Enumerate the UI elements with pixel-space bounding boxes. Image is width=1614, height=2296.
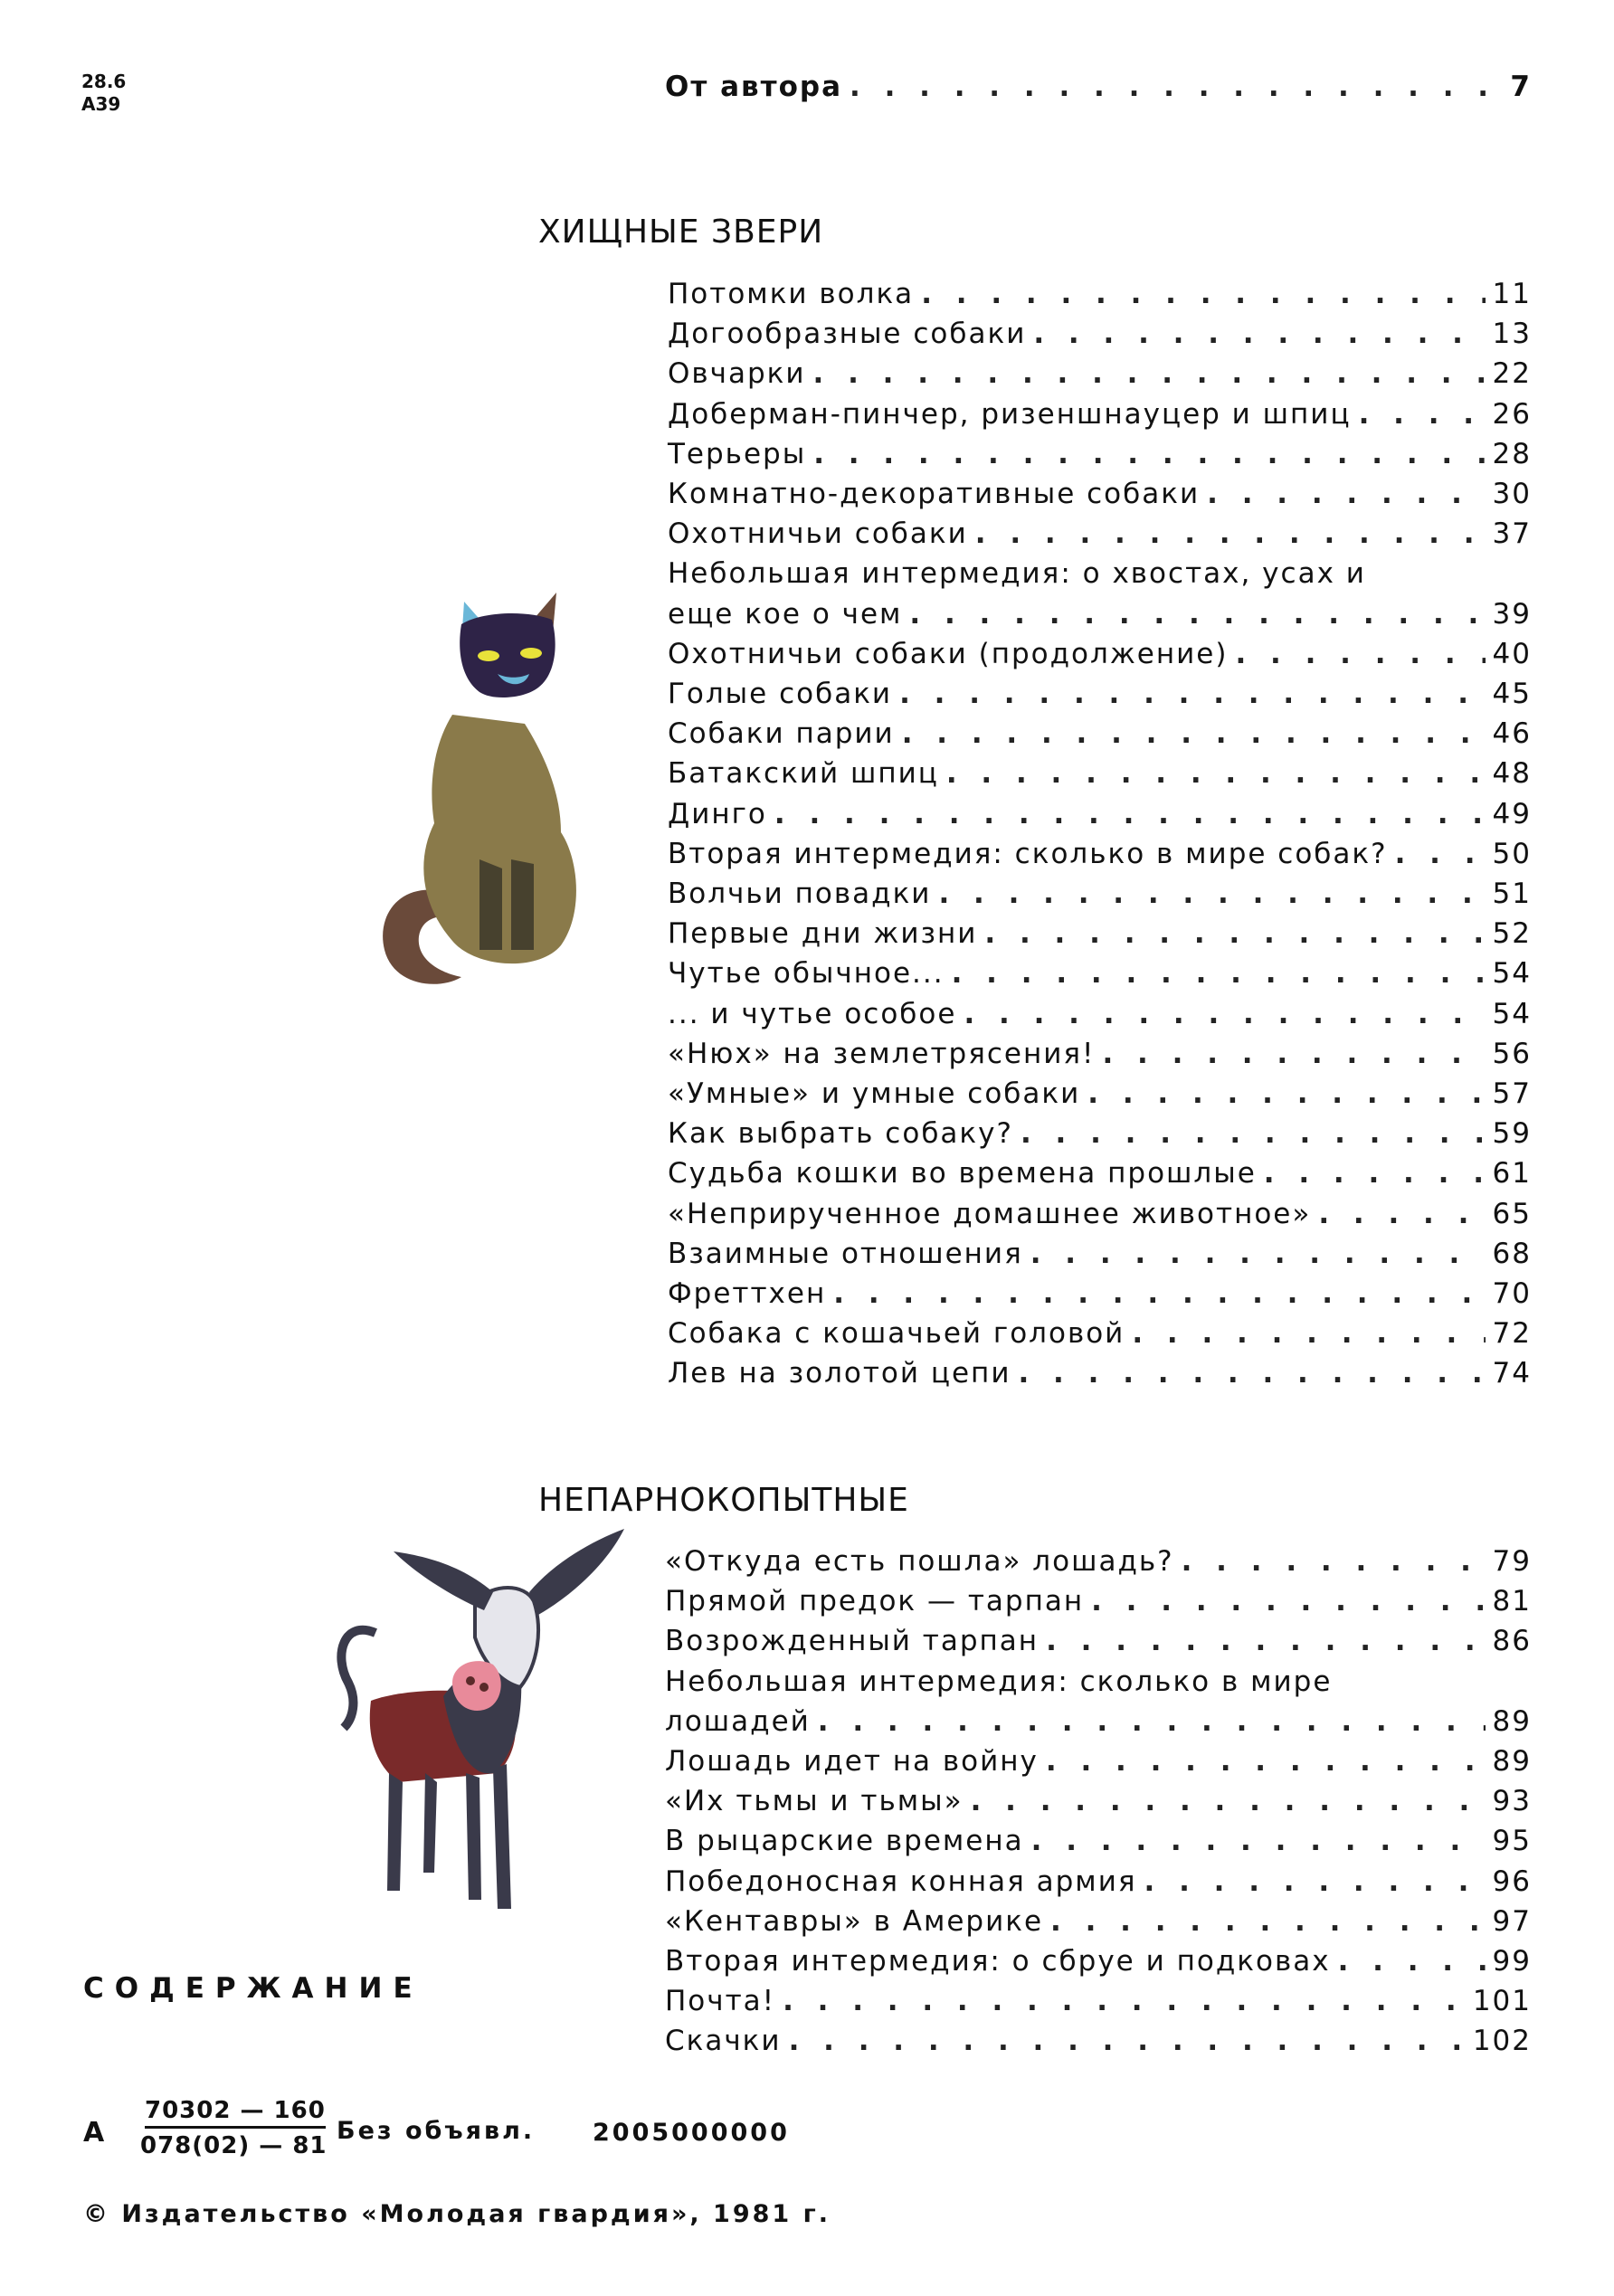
toc-leader xyxy=(938,878,1485,910)
toc-entry[interactable] xyxy=(668,278,1532,318)
donkey-ear-right xyxy=(529,1529,624,1615)
toc-entry-title: Овчарки xyxy=(668,357,806,391)
toc-entry-page: 56 xyxy=(1492,1037,1532,1070)
toc-entry[interactable] xyxy=(668,678,1532,717)
toc-entry-title: «Их тьмы и тьмы» xyxy=(665,1785,964,1818)
toc-entry-title: Победоносная конная армия xyxy=(665,1864,1137,1898)
toc-entry-title: «Нюх» на землетрясения! xyxy=(668,1037,1096,1070)
toc-entry-title: Вторая интермедия: сколько в мире собак? xyxy=(668,837,1388,870)
toc-entry-page: 99 xyxy=(1492,1945,1532,1978)
toc-leader xyxy=(902,717,1486,750)
toc-entry[interactable] xyxy=(668,638,1532,678)
toc-entry-page: 54 xyxy=(1492,957,1532,991)
toc-entry-title: Голые собаки xyxy=(668,678,893,710)
footer-note: Без объявл. xyxy=(337,2117,536,2145)
toc-entry-title: Небольшая интермедия: сколько в мире xyxy=(665,1665,1333,1698)
toc-entry-page: 89 xyxy=(1492,1745,1532,1778)
toc-leader xyxy=(1018,1357,1485,1390)
toc-entry-title: Судьба кошки во времена прошлые xyxy=(668,1157,1257,1191)
toc-leader xyxy=(1359,398,1486,431)
toc-entry-title: Первые дни жизни xyxy=(668,917,978,951)
toc-entry-title: Терьеры xyxy=(668,437,807,470)
cat-illustration xyxy=(366,588,615,1004)
toc-entry[interactable] xyxy=(665,1625,1532,1665)
footer-letter: А xyxy=(83,2117,108,2149)
toc-entry-title: Лев на золотой цепи xyxy=(668,1357,1011,1390)
toc-leader xyxy=(1207,478,1485,510)
toc-entry-title: «Откуда есть пошла» лошадь? xyxy=(665,1545,1174,1578)
toc-entry[interactable] xyxy=(668,357,1532,397)
toc-leader xyxy=(946,757,1486,790)
toc-entry-page: 57 xyxy=(1492,1077,1532,1110)
toc-entry-page: 7 xyxy=(1510,71,1532,103)
toc-entry-page: 61 xyxy=(1492,1157,1532,1191)
toc-entry[interactable] xyxy=(668,757,1532,797)
toc-entry-page: 81 xyxy=(1492,1585,1532,1618)
toc-entry-page: 102 xyxy=(1472,2025,1532,2058)
toc-leader xyxy=(818,1705,1486,1738)
toc-entry-title: лошадей xyxy=(665,1704,811,1738)
toc-entry-page: 70 xyxy=(1492,1277,1532,1310)
toc-entry[interactable] xyxy=(668,398,1532,438)
toc-leader xyxy=(1338,1945,1486,1978)
toc-entry[interactable] xyxy=(668,478,1532,517)
toc-entry-title: Взаимные отношения xyxy=(668,1237,1023,1270)
footer-denominator: 078(02) — 81 xyxy=(140,2132,328,2159)
cat-eye-right xyxy=(520,648,542,659)
toc-entry-page: 51 xyxy=(1492,878,1532,910)
toc-entry-title: В рыцарские времена xyxy=(665,1825,1024,1858)
donkey-nostril-2 xyxy=(479,1683,489,1692)
toc-entry-title: Охотничьи собаки xyxy=(668,517,968,551)
toc-entry[interactable] xyxy=(668,917,1532,957)
toc-entry-title: Комнатно-декоративные собаки xyxy=(668,478,1201,510)
toc-entry-page: 97 xyxy=(1492,1904,1532,1938)
toc-entry-page: 49 xyxy=(1492,797,1532,830)
catalog-code xyxy=(81,71,126,116)
toc-entry-page: 72 xyxy=(1492,1317,1532,1351)
toc-leader xyxy=(899,678,1485,710)
toc-entry[interactable] xyxy=(665,1785,1532,1825)
toc-entry-page: 68 xyxy=(1492,1237,1532,1270)
toc-leader xyxy=(1091,1585,1485,1618)
toc-leader xyxy=(850,71,1503,103)
toc-leader xyxy=(1132,1317,1485,1350)
toc-entry[interactable] xyxy=(665,1985,1532,2025)
toc-entry-page: 13 xyxy=(1492,318,1532,351)
toc-entry-page: 39 xyxy=(1492,597,1532,631)
toc-entry[interactable] xyxy=(665,1665,1532,1705)
toc-entry[interactable] xyxy=(668,1157,1532,1197)
toc-leader xyxy=(1087,1077,1485,1110)
toc-entry-page: 65 xyxy=(1492,1197,1532,1230)
cat-eye-left xyxy=(478,650,499,661)
toc-entry-page: 26 xyxy=(1492,397,1532,431)
toc-leader xyxy=(1182,1545,1486,1578)
toc-entry[interactable] xyxy=(665,1585,1532,1625)
donkey-ear-left xyxy=(394,1551,493,1610)
toc-leader xyxy=(789,2025,1466,2057)
toc-entry-page: 40 xyxy=(1492,637,1532,670)
toc-entry-page: 74 xyxy=(1492,1357,1532,1390)
toc-entry-title: «Неприрученное домашнее животное» xyxy=(668,1197,1312,1230)
toc-entry[interactable] xyxy=(668,1317,1532,1357)
toc-entry-title: Батакский шпиц xyxy=(668,757,939,791)
toc-entry-page: 96 xyxy=(1492,1864,1532,1898)
toc-entry-title: «Кентавры» в Америке xyxy=(665,1904,1044,1938)
toc-leader xyxy=(1033,318,1485,350)
toc-entry-page: 46 xyxy=(1492,717,1532,751)
toc-entry-page: 22 xyxy=(1492,357,1532,391)
toc-entry-title: Почта! xyxy=(665,1985,776,2018)
toc-entry[interactable] xyxy=(668,1277,1532,1317)
toc-entry-title: «Умные» и умные собаки xyxy=(668,1077,1081,1110)
toc-entry-title: Волчьи повадки xyxy=(668,878,932,910)
toc-entry-title: Чутье обычное... xyxy=(668,957,945,991)
toc-entry-page: 50 xyxy=(1492,837,1532,870)
footer-code: 2005000000 xyxy=(593,2119,790,2147)
toc-entry[interactable] xyxy=(668,557,1532,597)
toc-entry[interactable] xyxy=(665,1865,1532,1905)
toc-entry[interactable] xyxy=(665,1945,1532,1985)
toc-entry-page: 28 xyxy=(1492,437,1532,470)
toc-leader xyxy=(1030,1238,1486,1270)
toc-leader xyxy=(833,1277,1485,1310)
contents-label: СОДЕРЖАНИЕ xyxy=(83,1972,423,2005)
toc-leader xyxy=(774,798,1486,830)
toc-entry-title: Динго xyxy=(668,797,767,830)
toc-entry-page: 79 xyxy=(1492,1545,1532,1578)
toc-leader xyxy=(783,1985,1466,2017)
copyright: © Издательство «Молодая гвардия», 1981 г. xyxy=(83,2200,831,2228)
toc-entry[interactable] xyxy=(668,798,1532,838)
toc-entry-title: Фреттхен xyxy=(668,1277,827,1310)
section-title-predators: ХИЩНЫЕ ЗВЕРИ xyxy=(538,213,824,251)
toc-entry-title: Небольшая интермедия: о хвостах, усах и xyxy=(668,557,1366,591)
toc-entry[interactable] xyxy=(665,1705,1532,1745)
toc-entry-title: Догообразные собаки xyxy=(668,318,1027,351)
toc-entry[interactable] xyxy=(668,598,1532,638)
toc-entry-title: Возрожденный тарпан xyxy=(665,1625,1040,1658)
toc-entry[interactable] xyxy=(668,838,1532,878)
toc-entry[interactable] xyxy=(668,1117,1532,1157)
footer-numerator: 70302 — 160 xyxy=(145,2097,326,2129)
toc-entry-page: 89 xyxy=(1492,1704,1532,1738)
toc-entry[interactable] xyxy=(665,1545,1532,1585)
toc-entry-page: 52 xyxy=(1492,917,1532,951)
toc-entry-page: 54 xyxy=(1492,997,1532,1030)
toc-leader xyxy=(952,957,1486,990)
toc-entry[interactable] xyxy=(668,717,1532,757)
toc-entry-title: еще кое о чем xyxy=(668,597,903,631)
toc-entry-page: 59 xyxy=(1492,1117,1532,1151)
toc-entry-page: 95 xyxy=(1492,1825,1532,1858)
toc-entry-page: 11 xyxy=(1492,278,1532,310)
toc-entry-title: Как выбрать собаку? xyxy=(668,1117,1013,1151)
toc-leader xyxy=(813,438,1485,470)
toc-entry-page: 30 xyxy=(1492,478,1532,510)
toc-leader xyxy=(1046,1625,1485,1657)
toc-entry-title: От автора xyxy=(665,71,843,103)
toc-entry[interactable] xyxy=(668,1357,1532,1397)
toc-entry-page: 101 xyxy=(1472,1985,1532,2018)
toc-entry[interactable] xyxy=(668,1038,1532,1077)
toc-entry-title: Собаки парии xyxy=(668,717,895,751)
toc-entry[interactable] xyxy=(665,1825,1532,1864)
toc-entry-title: Доберман-пинчер, ризеншнауцер и шпиц xyxy=(668,397,1352,431)
toc-entry[interactable] xyxy=(665,2025,1532,2064)
toc-entry-title: Охотничьи собаки (продолжение) xyxy=(668,637,1229,670)
toc-entry-page: 37 xyxy=(1492,517,1532,551)
toc-entry[interactable] xyxy=(668,318,1532,357)
donkey-illustration xyxy=(317,1529,642,1927)
toc-entry[interactable] xyxy=(668,438,1532,478)
toc-leader xyxy=(1046,1745,1486,1778)
toc-entry-page: 45 xyxy=(1492,678,1532,710)
toc-entry-title: Прямой предок — тарпан xyxy=(665,1585,1085,1618)
toc-leader xyxy=(813,357,1486,390)
toc-entry[interactable] xyxy=(668,517,1532,557)
toc-leader xyxy=(1031,1825,1486,1857)
toc-leader xyxy=(921,278,1485,310)
toc-entry[interactable] xyxy=(668,998,1532,1038)
toc-entry[interactable] xyxy=(668,878,1532,917)
toc-leader xyxy=(1144,1865,1486,1898)
toc-leader xyxy=(964,998,1485,1030)
toc-entry-title: Собака с кошачьей головой xyxy=(668,1317,1125,1351)
donkey-nostril-1 xyxy=(466,1676,475,1685)
toc-leader xyxy=(984,917,1485,950)
toc-leader xyxy=(1395,838,1486,870)
toc-leader xyxy=(1235,638,1485,670)
toc-entry-title: Скачки xyxy=(665,2025,782,2058)
section-title-perissodactyla: НЕПАРНОКОПЫТНЫЕ xyxy=(538,1482,909,1519)
toc-leader xyxy=(1102,1038,1485,1070)
toc-entry[interactable] xyxy=(668,1198,1532,1238)
toc-entry[interactable] xyxy=(665,1905,1532,1945)
toc-leader xyxy=(1021,1117,1486,1150)
toc-entry-title: Вторая интермедия: о сбруе и подковах xyxy=(665,1945,1331,1978)
toc-entry[interactable] xyxy=(668,1077,1532,1117)
udk-line-1: 28.6 xyxy=(81,71,127,92)
toc-leader xyxy=(971,1785,1486,1817)
toc-leader xyxy=(1318,1198,1485,1230)
toc-entry-title: Потомки волка xyxy=(668,278,915,310)
toc-entry[interactable] xyxy=(665,1745,1532,1785)
donkey-legs xyxy=(387,1764,511,1909)
toc-entry-author[interactable] xyxy=(665,71,1532,110)
toc-leader xyxy=(975,517,1486,550)
udk-line-2: А39 xyxy=(81,93,121,115)
toc-entry[interactable] xyxy=(668,957,1532,997)
toc-entry-page: 86 xyxy=(1492,1625,1532,1658)
toc-entry[interactable] xyxy=(668,1238,1532,1277)
toc-leader xyxy=(1264,1157,1486,1190)
toc-entry-title: ... и чутье особое xyxy=(668,997,957,1030)
toc-entry-page: 48 xyxy=(1492,757,1532,791)
toc-leader xyxy=(909,598,1485,631)
toc-entry-title: Лошадь идет на войну xyxy=(665,1745,1039,1778)
toc-leader xyxy=(1050,1905,1486,1938)
toc-entry-page: 93 xyxy=(1492,1785,1532,1818)
